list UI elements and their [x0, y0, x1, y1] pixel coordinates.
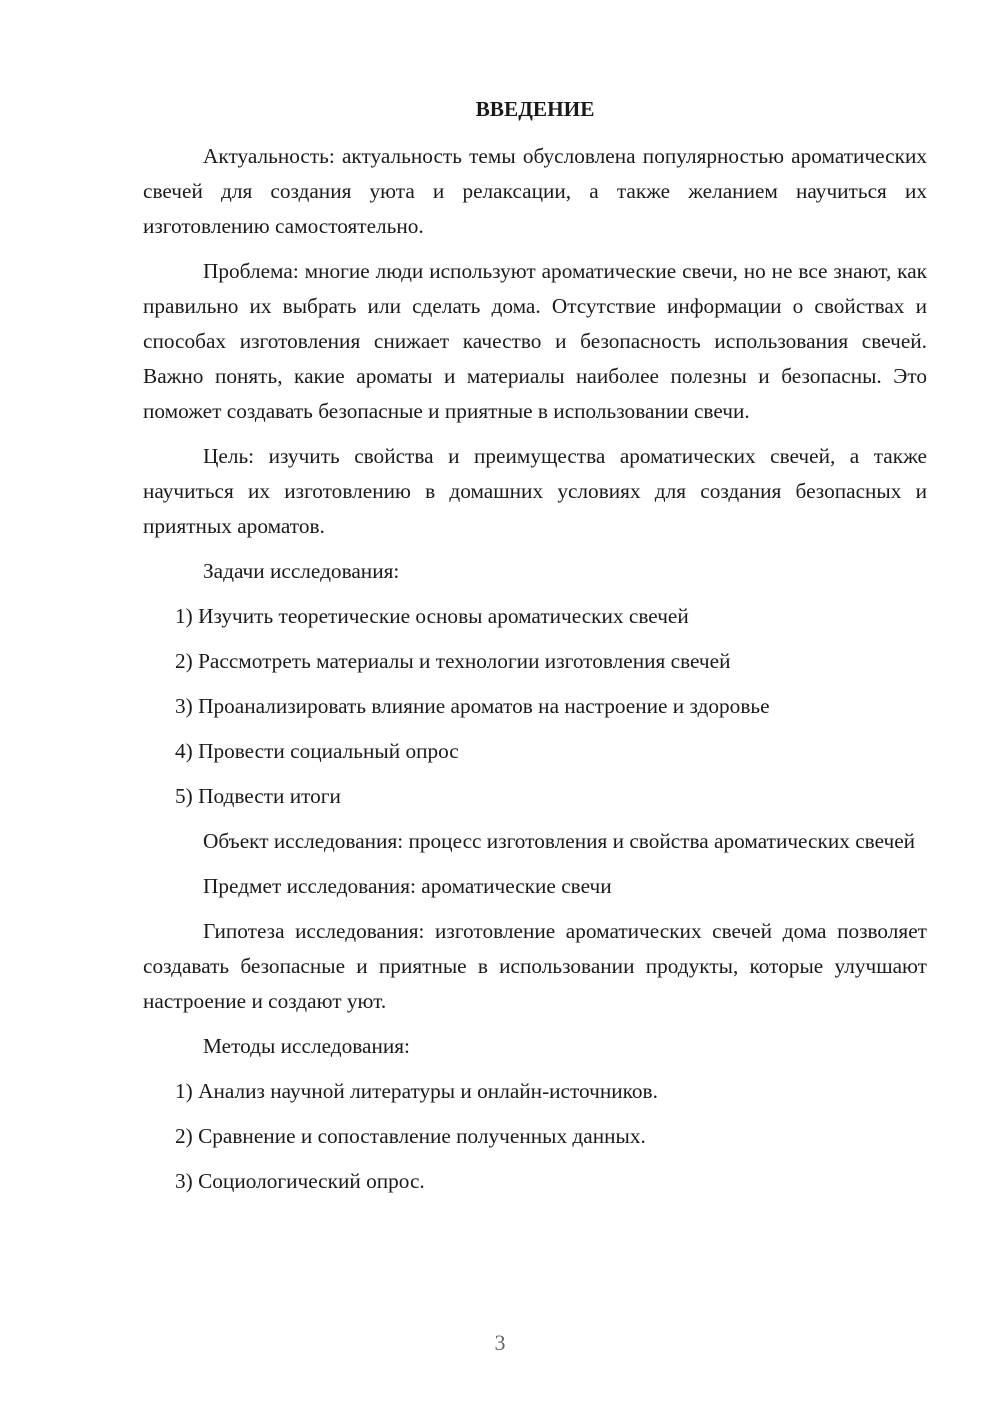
tasks-heading: Задачи исследования:	[203, 559, 400, 583]
page-number: 3	[494, 1330, 506, 1355]
list-item: 1) Анализ научной литературы и онлайн-источников.	[175, 1079, 658, 1103]
page-title: ВВЕДЕНИЕ	[475, 97, 595, 121]
list-item: 2) Рассмотреть материалы и технологии изготовления свечей	[175, 649, 731, 673]
problem-paragraph: Проблема: многие люди используют ароматические свечи, но не все знают, как правильно их выбрать или сделать дома. Отсутствие информации о свойствах и способах изготовления снижает качество и безопасность использования свечей. Важно понять, какие ароматы и материалы наиболее полезны и безопасны. Это поможет создавать безопасные и приятные в использовании свечи.	[143, 259, 927, 423]
hypothesis-paragraph: Гипотеза исследования: изготовление ароматических свечей дома позволяет создавать безопасные и приятные в использовании продукты, которые улучшают настроение и создают уют.	[143, 919, 927, 1013]
list-item: 1) Изучить теоретические основы ароматических свечей	[175, 604, 689, 628]
methods-heading: Методы исследования:	[203, 1034, 410, 1058]
list-item: 2) Сравнение и сопоставление полученных данных.	[175, 1124, 646, 1148]
list-item: 3) Социологический опрос.	[175, 1169, 425, 1193]
subject-paragraph: Предмет исследования: ароматические свечи	[203, 874, 612, 898]
relevance-paragraph: Актуальность: актуальность темы обусловлена популярностью ароматических свечей для создания уюта и релаксации, а также желанием научиться их изготовлению самостоятельно.	[143, 144, 927, 238]
list-item: 5) Подвести итоги	[175, 784, 341, 808]
list-item: 4) Провести социальный опрос	[175, 739, 459, 763]
object-paragraph: Объект исследования: процесс изготовления и свойства ароматических свечей	[203, 829, 916, 853]
methods-list	[143, 1074, 927, 1199]
goal-paragraph: Цель: изучить свойства и преимущества ароматических свечей, а также научиться их изготовлению в домашних условиях для создания безопасных и приятных ароматов.	[143, 444, 927, 538]
document-page	[143, 92, 927, 1209]
tasks-list	[143, 599, 927, 814]
list-item: 3) Проанализировать влияние ароматов на настроение и здоровье	[175, 694, 770, 718]
